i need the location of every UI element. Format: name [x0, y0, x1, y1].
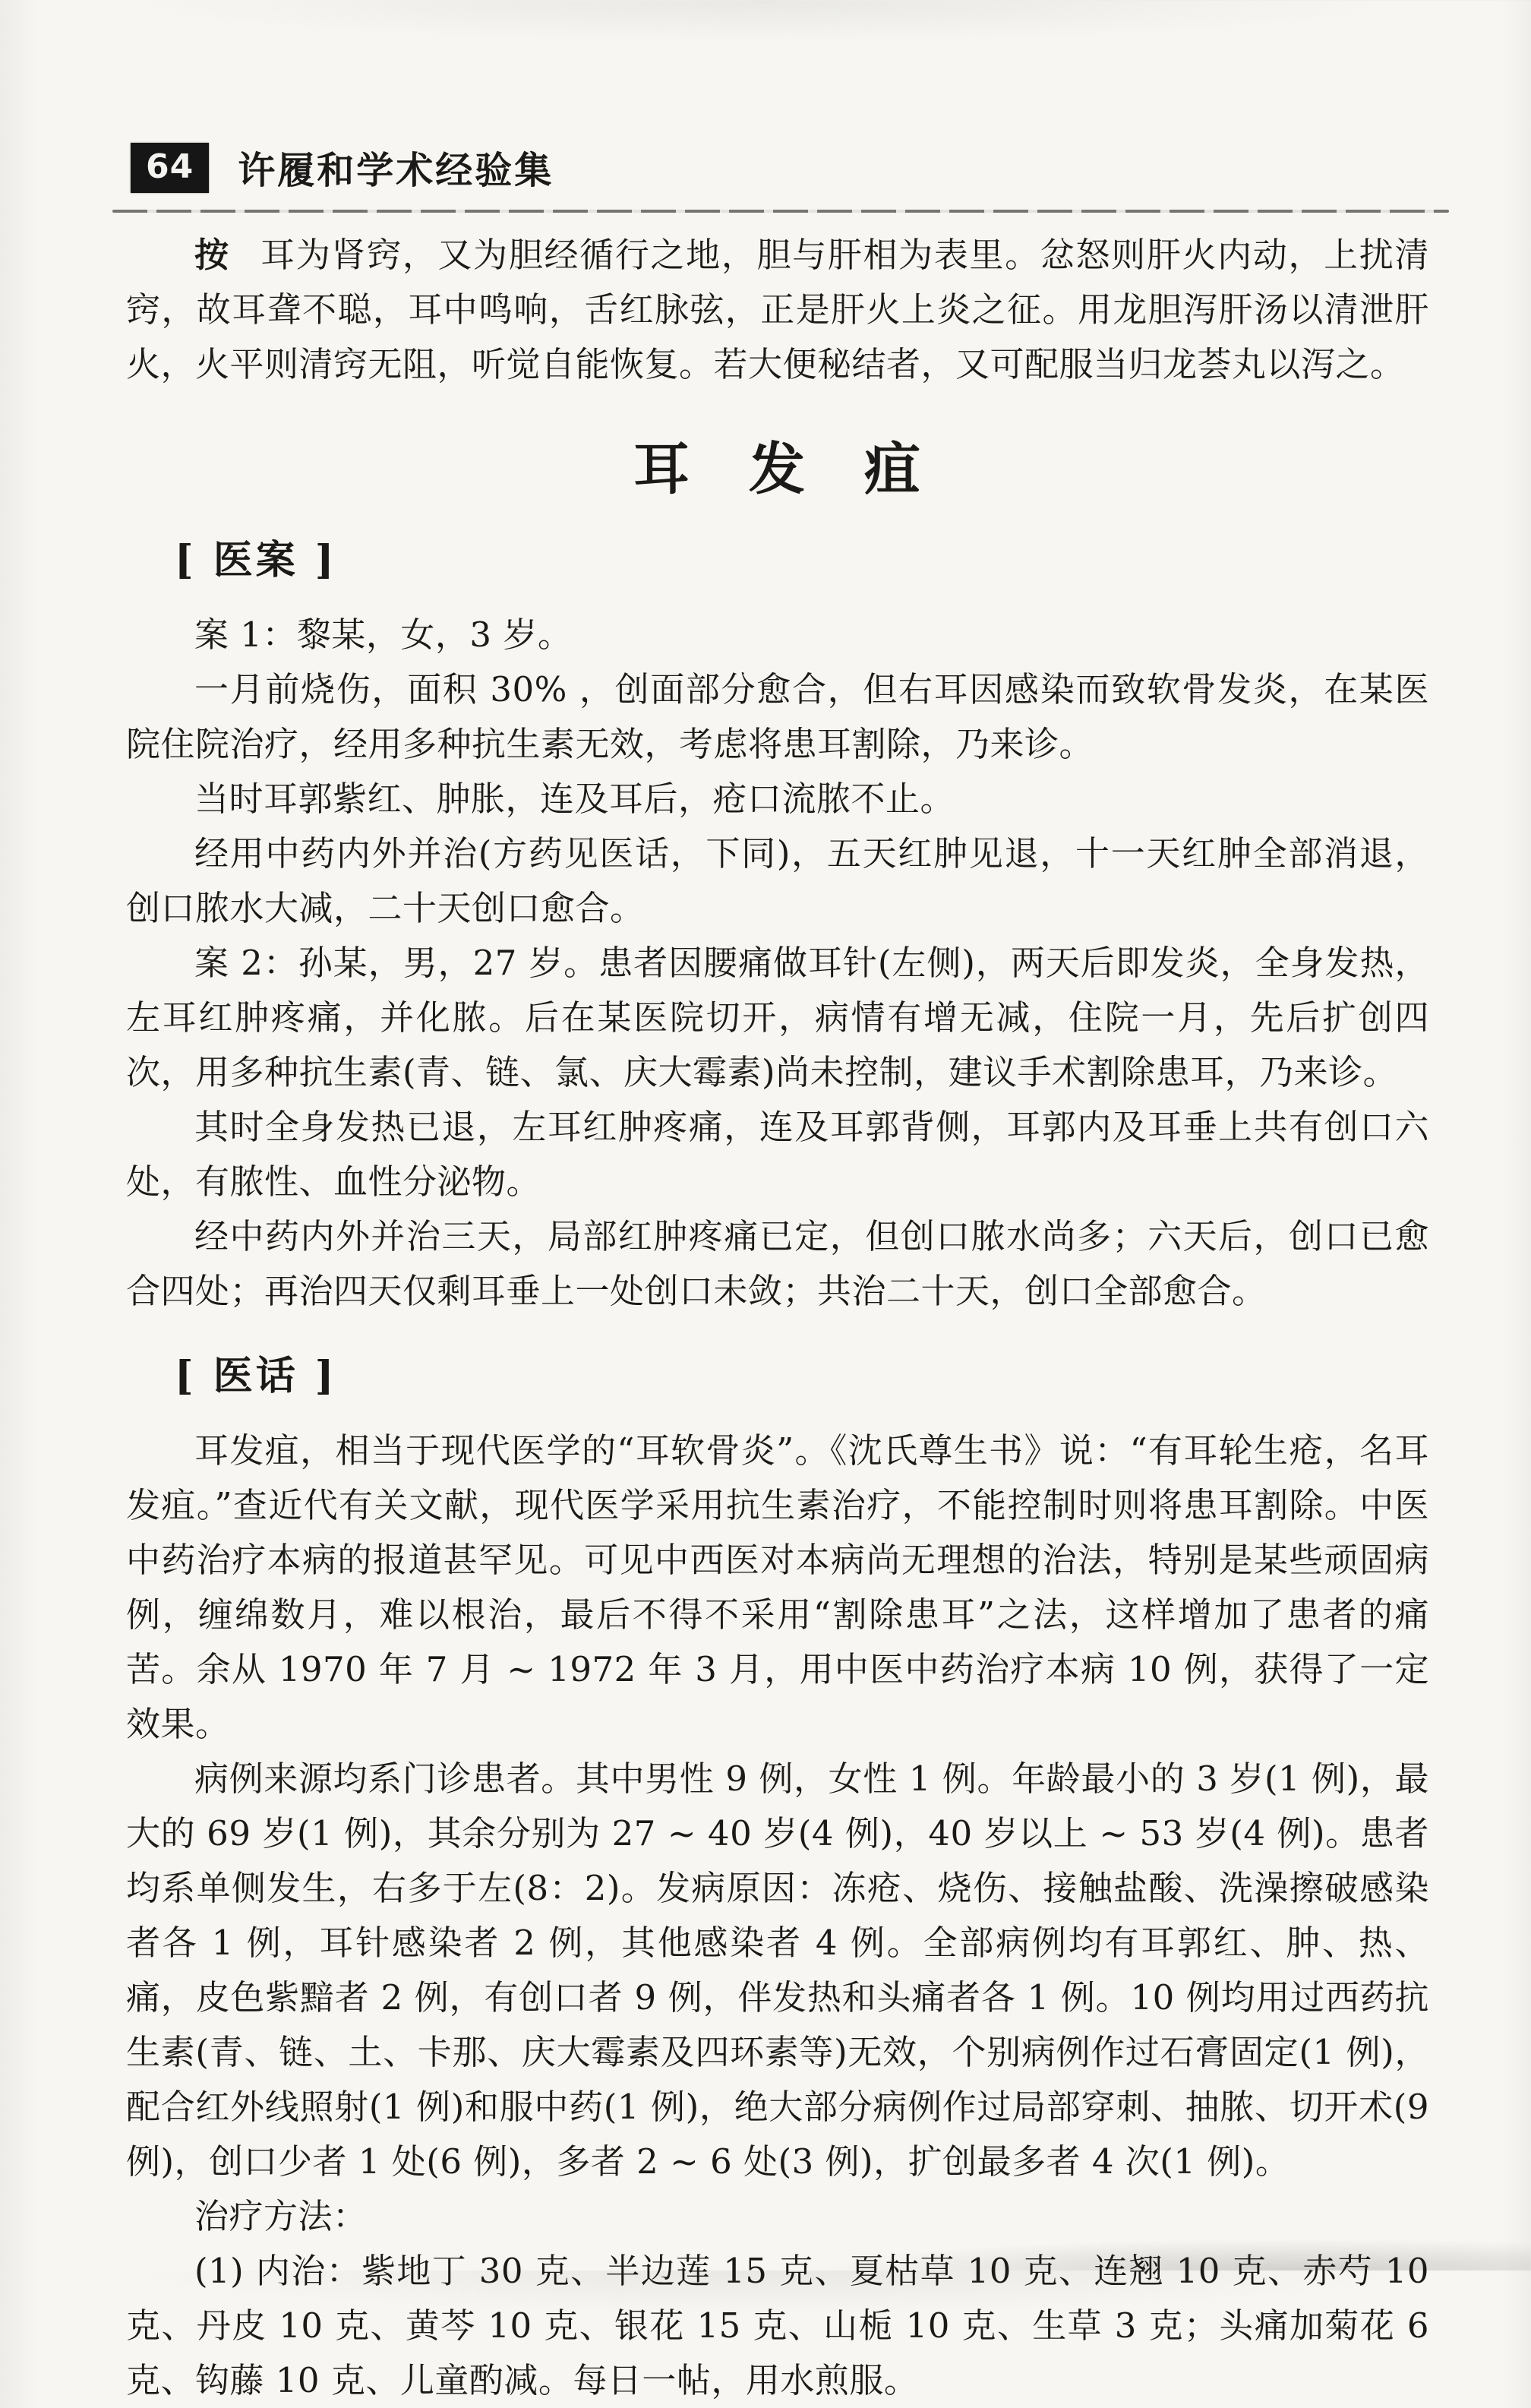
commentary-text: 耳为肾窍，又为胆经循行之地，胆与肝相为表里。忿怒则肝火内动，上扰清窍，故耳聋不聪，耳中鸣响，舌红脉弦，正是肝火上炎之征。用龙胆泻肝汤以清泄肝火，火平则清窍无阻，听觉自能恢复。若大便秘结者，又可配服当归龙荟丸以泻之。 — [126, 235, 1429, 384]
case-paragraph: 当时耳郭紫红、肿胀，连及耳后，疮口流脓不止。 — [194, 779, 955, 819]
discourse-paragraph: (1) 内治：紫地丁 30 克、半边莲 15 克、夏枯草 10 克、连翘 10 克、赤芍 10 克、丹皮 10 克、黄芩 10 克、银花 15 克、山栀 10 克、生草 3 克；头痛加菊花 6 克、钩藤 10 克、儿童酌减。每日一帖，用水煎服。 — [126, 2251, 1429, 2400]
book-title: 许履和学术经验集 — [238, 149, 554, 192]
running-head — [131, 141, 554, 194]
section-label-medical-discourse: [ 医话 ] — [175, 1353, 337, 1399]
commentary-label: 按 — [194, 235, 230, 275]
case-paragraph: 其时全身发热已退，左耳红肿疼痛，连及耳郭背侧，耳郭内及耳垂上共有创口六处，有脓性、血性分泌物。 — [126, 1107, 1429, 1202]
case-paragraph: 案 1：黎某，女，3 岁。 — [194, 615, 573, 655]
case-paragraph: 经用中药内外并治(方药见医话，下同)，五天红肿见退，十一天红肿全部消退，创口脓水大减，二十天创口愈合。 — [126, 833, 1429, 928]
discourse-paragraph: 病例来源均系门诊患者。其中男性 9 例，女性 1 例。年龄最小的 3 岁(1 例)，最大的 69 岁(1 例)，其余分别为 27 ~ 40 岁(4 例)，40 岁以上 ~ 53 岁(4 例)。患者均系单侧发生，右多于左(8：2)。发病原因：冻疮、烧伤、接触盐酸、洗澡擦破感染者各 1 例，耳针感染者 2 例，其他感染者 4 例。全部病例均有耳郭红、肿、热、痛，皮色紫黯者 2 例，有创口者 9 例，伴发热和头痛者各 1 例。10 例均用过西药抗生素(青、链、土、卡那、庆大霉素及四环素等)无效，个别病例作过石膏固定(1 例)，配合红外线照射(1 例)和服中药(1 例)，绝大部分病例作过局部穿刺、抽脓、切开术(9 例)，创口少者 1 处(6 例)，多者 2 ~ 6 处(3 例)，扩创最多者 4 次(1 例)。 — [126, 1759, 1429, 2182]
page-number: 64 — [131, 143, 209, 193]
header-rule — [112, 210, 1449, 213]
section-label-medical-cases: [ 医案 ] — [175, 537, 337, 583]
commentary-paragraph — [126, 228, 1429, 392]
case-paragraph: 案 2：孙某，男，27 岁。患者因腰痛做耳针(左侧)，两天后即发炎，全身发热，左耳红肿疼痛，并化脓。后在某医院切开，病情有增无减，住院一月，先后扩创四次，用多种抗生素(青、链、氯、庆大霉素)尚未控制，建议手术割除患耳，乃来诊。 — [126, 943, 1429, 1092]
case-paragraph: 经中药内外并治三天，局部红肿疼痛已定，但创口脓水尚多；六天后，创口已愈合四处；再治四天仅剩耳垂上一处创口未敛；共治二十天，创口全部愈合。 — [126, 1216, 1429, 1311]
page-body — [126, 228, 1429, 2408]
case-paragraph: 一月前烧伤，面积 30% ，创面部分愈合，但右耳因感染而致软骨发炎，在某医院住院治疗，经用多种抗生素无效，考虑将患耳割除，乃来诊。 — [126, 669, 1429, 764]
discourse-paragraph: 耳发疽，相当于现代医学的“耳软骨炎”。《沈氏尊生书》说：“有耳轮生疮，名耳发疽。”查近代有关文献，现代医学采用抗生素治疗，不能控制时则将患耳割除。中医中药治疗本病的报道甚罕见。可见中西医对本病尚无理想的治法，特别是某些顽固病例，缠绵数月，难以根治，最后不得不采用“割除患耳”之法，这样增加了患者的痛苦。余从 1970 年 7 月 ~ 1972 年 3 月，用中医中药治疗本病 10 例，获得了一定效果。 — [126, 1430, 1429, 1744]
chapter-title: 耳 发 疽 — [633, 437, 922, 502]
discourse-paragraph: 治疗方法： — [194, 2196, 368, 2236]
